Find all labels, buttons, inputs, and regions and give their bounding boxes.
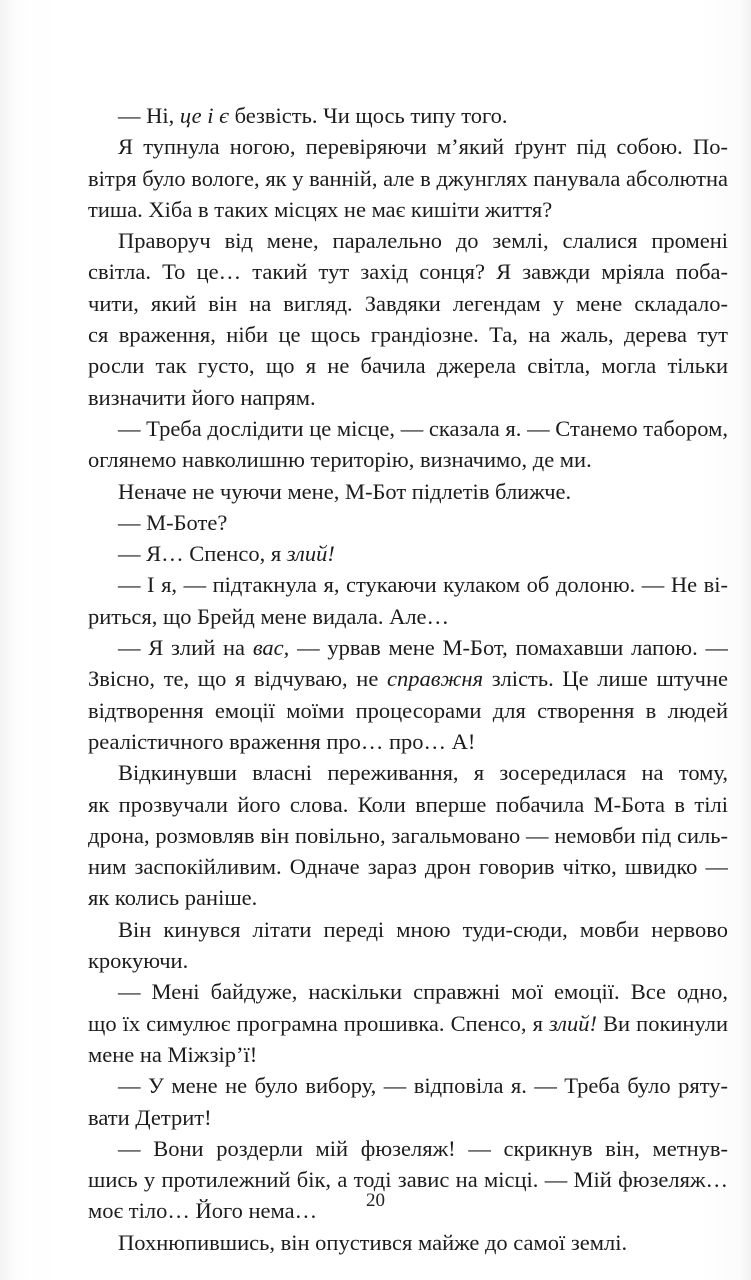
text-run: — У мене не було вибору, — відповіла я. — Треба було ряту- — [118, 1073, 728, 1099]
text-run: — Я… Спенсо, я — [118, 541, 287, 567]
text-line — [88, 1102, 728, 1133]
text-run: росли так густо, що я не бачила джерела світла, могла тільки — [88, 353, 728, 379]
text-run: Він кинувся літати переді мною туди-сюди, мовби нервово — [118, 916, 728, 942]
text-line — [88, 350, 728, 381]
text-line — [88, 820, 728, 851]
text-run: шись у протилежний бік, а тоді завис на місці. — Мій фюзеляж… — [88, 1167, 728, 1193]
text-line — [88, 256, 728, 287]
text-line — [88, 288, 728, 319]
text-run: світла. То це… такий тут захід сонця? Я завжди мріяла поба- — [88, 259, 728, 285]
text-line — [88, 757, 728, 788]
text-run: — Я злий на — [118, 635, 253, 661]
text-run: тиша. Хіба в таких місцях не має кишіти життя? — [88, 196, 553, 222]
text-run: — Вони роздерли мій фюзеляж! — скрикнув він, метнув- — [118, 1135, 728, 1161]
text-run: — Мені байдуже, наскільки справжні мої емоції. Все одно, — [118, 979, 728, 1005]
text-line — [88, 945, 728, 976]
text-run: Я тупнула ногою, перевіряючи м’який ґрунт під собою. По- — [118, 134, 728, 160]
text-run: вати Детрит! — [88, 1104, 212, 1130]
text-run: ся враження, ніби це щось грандіозне. Та, на жаль, дерева тут — [88, 322, 728, 348]
text-line — [88, 663, 728, 694]
text-run: — Треба дослідити це місце, — сказала я. — Станемо табором, — [118, 415, 728, 441]
text-run: Ви покинули — [597, 1010, 728, 1036]
text-line — [88, 444, 728, 475]
text-run: визначити його напрям. — [88, 384, 316, 410]
text-run: Похнюпившись, він опустився майже до самої землі. — [118, 1229, 628, 1255]
text-line — [88, 695, 728, 726]
text-line — [88, 569, 728, 600]
italic-text: вас, — [252, 635, 290, 661]
italic-text: злий! — [548, 1010, 597, 1036]
text-run: — І я, — підтакнула я, стукаючи кулаком об долоню. — Не ві- — [118, 572, 728, 598]
text-line — [88, 194, 728, 225]
text-run: що їх симулює програмна прошивка. Спенсо, я — [88, 1010, 549, 1036]
text-line — [88, 507, 728, 538]
text-line — [88, 100, 728, 131]
text-line — [88, 851, 728, 882]
body-text — [88, 100, 728, 1258]
text-line — [88, 382, 728, 413]
text-line — [88, 1227, 728, 1258]
text-run: відтворення емоції моїми процесорами для створення в людей — [88, 697, 728, 723]
italic-text: це і є — [179, 103, 229, 128]
text-line — [88, 1070, 728, 1101]
text-run: як прозвучали його слова. Коли вперше побачила М-Бота в тілі — [88, 791, 728, 817]
text-run: ним заспокійливим. Одначе зараз дрон говорив чітко, швидко — — [88, 854, 728, 880]
text-run: оглянемо навколишню територію, визначимо, де ми. — [88, 447, 592, 473]
text-run: злість. Це лише штучне — [483, 666, 728, 692]
text-run: чити, який він на вигляд. Завдяки легендам у мене складало- — [88, 290, 728, 316]
text-run: безвість. Чи щось типу того. — [228, 103, 508, 128]
text-run: вітря було вологе, як у ванній, але в джунглях панувала абсолютна — [88, 165, 728, 191]
text-run: реалістичного враження про… про… А! — [88, 728, 476, 754]
text-line — [88, 601, 728, 632]
text-line — [88, 632, 728, 663]
text-run: Звісно, те, що я відчуваю, не — [88, 666, 387, 692]
text-line — [88, 789, 728, 820]
text-run: дрона, розмовляв він повільно, загальмовано — немовби під силь- — [88, 822, 728, 848]
text-run: крокуючи. — [88, 948, 189, 974]
text-line — [88, 976, 728, 1007]
text-run: — М-Боте? — [118, 509, 228, 535]
text-line — [88, 131, 728, 162]
text-run: Неначе не чуючи мене, М-Бот підлетів ближче. — [118, 478, 572, 504]
text-line — [88, 319, 728, 350]
text-line — [88, 1039, 728, 1070]
text-run: мене на Міжзір’ї! — [88, 1041, 258, 1067]
text-run: як колись раніше. — [88, 885, 258, 911]
text-line — [88, 163, 728, 194]
text-run: — Ні, — [118, 103, 180, 128]
text-run: Праворуч від мене, паралельно до землі, слалися промені — [118, 228, 728, 254]
text-run: моє тіло… Його нема… — [88, 1198, 318, 1224]
text-run: риться, що Брейд мене видала. Але… — [88, 603, 450, 629]
text-line — [88, 1008, 728, 1039]
italic-text: злий! — [286, 541, 335, 567]
text-line — [88, 413, 728, 444]
text-line — [88, 726, 728, 757]
text-line — [88, 538, 728, 569]
italic-text: справжня — [386, 666, 484, 692]
text-run: Відкинувши власні переживання, я зосередилася на тому, — [118, 760, 728, 786]
text-line — [88, 1133, 728, 1164]
text-run: — урвав мене М-Бот, помахавши лапою. — — [289, 635, 728, 661]
text-line — [88, 914, 728, 945]
text-line — [88, 882, 728, 913]
page-number: 20 — [366, 1190, 385, 1211]
text-line — [88, 476, 728, 507]
text-line — [88, 225, 728, 256]
